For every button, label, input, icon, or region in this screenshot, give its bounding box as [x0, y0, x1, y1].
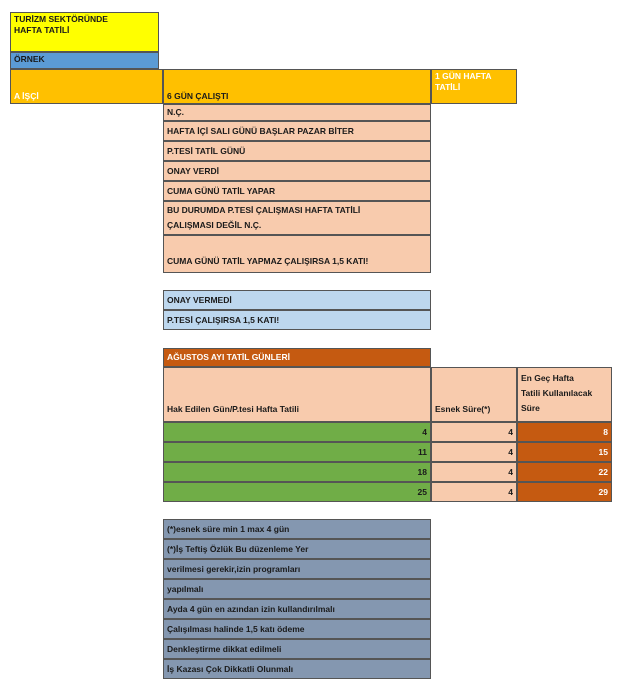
denied-text-cell — [163, 310, 431, 330]
worker-cell — [10, 69, 163, 104]
footnote-row: (*)İş Teftiş Özlük Bu düzenleme Yer — [163, 539, 431, 559]
note-text: HAFTA İÇİ SALI GÜNÜ BAŞLAR PAZAR BİTER — [167, 125, 354, 136]
footnote-row: Çalışılması halinde 1,5 katı ödeme — [163, 619, 431, 639]
footnote-row: Ayda 4 gün en azından izin kullandırılmalı — [163, 599, 431, 619]
footnote-row: verilmesi gerekir,izin programları — [163, 559, 431, 579]
note-row — [163, 104, 431, 121]
table-title: AĞUSTOS AYI TATİL GÜNLERİ — [167, 352, 290, 362]
header-flex-label: Esnek Süre(*) — [435, 404, 491, 414]
title-cell — [10, 12, 159, 52]
table-cell-entitled: 25 — [163, 482, 431, 502]
table-cell-latest: 15 — [517, 442, 612, 462]
table-cell-flex: 4 — [431, 462, 517, 482]
table-cell-entitled: 11 — [163, 442, 431, 462]
table-cell-flex: 4 — [431, 422, 517, 442]
example-cell — [10, 52, 159, 69]
denied-text: P.TESİ ÇALIŞIRSA 1,5 KATI! — [167, 314, 280, 325]
six-days-cell — [163, 69, 431, 104]
six-days-label: 6 GÜN ÇALIŞTI — [167, 91, 229, 101]
table-cell-latest: 29 — [517, 482, 612, 502]
note-row-last — [163, 235, 431, 273]
table-cell-latest: 8 — [517, 422, 612, 442]
note-row-multiline — [163, 201, 431, 235]
table-cell-flex: 4 — [431, 442, 517, 462]
note-row — [163, 161, 431, 181]
note-text: N.Ç. — [167, 107, 184, 117]
table-cell-latest: 22 — [517, 462, 612, 482]
table-cell-flex: 4 — [431, 482, 517, 502]
note-text: ONAY VERDİ — [167, 165, 219, 176]
header-latest — [517, 367, 612, 422]
example-label: ÖRNEK — [14, 54, 45, 64]
one-day-line-1: 1 GÜN HAFTA — [435, 71, 492, 81]
header-latest-line-1: En Geç Hafta — [521, 373, 574, 383]
footnote-row: İş Kazası Çok Dikkatli Olunmalı — [163, 659, 431, 679]
title-line-2: HAFTA TATİLİ — [14, 25, 70, 35]
table-cell-entitled: 18 — [163, 462, 431, 482]
note-text: CUMA GÜNÜ TATİL YAPAR — [167, 185, 276, 196]
note-text: CUMA GÜNÜ TATİL YAPMAZ ÇALIŞIRSA 1,5 KATI! — [167, 256, 369, 266]
denied-title-cell — [163, 290, 431, 310]
note-row — [163, 181, 431, 201]
header-entitled-label: Hak Edilen Gün/P.tesi Hafta Tatili — [167, 404, 299, 414]
header-entitled — [163, 367, 431, 422]
title-line-1: TURİZM SEKTÖRÜNDE — [14, 14, 108, 24]
header-flex — [431, 367, 517, 422]
note-text-line-1: BU DURUMDA P.TESİ ÇALIŞMASI HAFTA TATİLİ — [167, 205, 361, 215]
note-row — [163, 121, 431, 141]
one-day-cell — [431, 69, 517, 104]
note-row — [163, 141, 431, 161]
footnote-row: yapılmalı — [163, 579, 431, 599]
footnote-row: Denkleştirme dikkat edilmeli — [163, 639, 431, 659]
note-text-line-2: ÇALIŞMASI DEĞİL N.Ç. — [167, 220, 262, 230]
note-text: P.TESİ TATİL GÜNÜ — [167, 145, 246, 156]
worker-label: A İŞÇİ — [14, 91, 39, 101]
table-cell-entitled: 4 — [163, 422, 431, 442]
denied-title: ONAY VERMEDİ — [167, 294, 232, 305]
header-latest-line-3: Süre — [521, 403, 540, 413]
footnote-row: (*)esnek süre min 1 max 4 gün — [163, 519, 431, 539]
one-day-line-2: TATİLİ — [435, 82, 461, 92]
header-latest-line-2: Tatili Kullanılacak — [521, 388, 593, 398]
table-title-cell — [163, 348, 431, 367]
